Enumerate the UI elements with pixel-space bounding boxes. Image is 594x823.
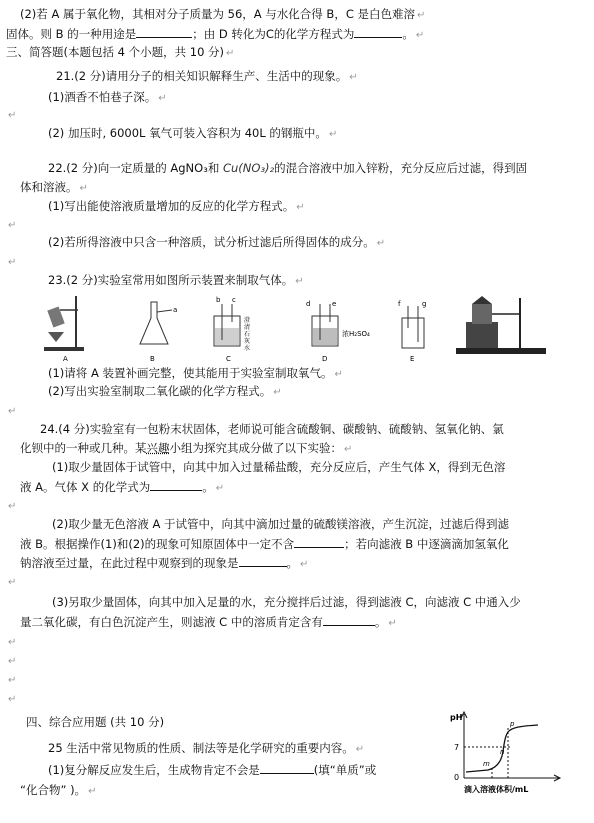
apparatus-a — [44, 296, 84, 363]
q24-text-b-mid: 兴趣 — [146, 441, 170, 455]
q24-text-b-post: 小组为探究其成分做了以下实验： — [169, 441, 342, 455]
q23-part2-line — [48, 383, 282, 401]
limewater-char5: 水 — [244, 345, 251, 352]
paragraph-mark: ↵ — [215, 483, 225, 494]
q25-part1-text-a: (1)复分解反应发生后，生成物肯定不会是 — [48, 763, 260, 777]
q22-part1-line — [48, 198, 305, 216]
paragraph-mark: ↵ — [8, 257, 17, 268]
apparatus-d — [306, 300, 370, 363]
q25-part1-text-b: (填“单质”或 — [313, 763, 377, 777]
q22-part2-text: (2)若所得溶液中只含一种溶质，试分析过滤后所得固体的成分。 — [48, 235, 375, 249]
q24-part2-text-b: 液 B。根据操作(1)和(2)的现象可知原固体中一定不含 — [20, 537, 295, 551]
blank-line — [6, 253, 16, 271]
q24-part3-text-b: 量二氧化碳，有白色沉淀产生，则滤液 C 中的溶质肯定含有 — [20, 615, 323, 629]
q21-part2-text: (2) 加压时, 6000L 氧气可装入容积为 40L 的钢瓶中。 — [48, 126, 327, 140]
apparatus-e — [398, 300, 426, 363]
label-small-g: g — [422, 300, 427, 308]
q23-text: 23.(2 分)实验室常用如图所示装置来制取气体。 — [48, 273, 294, 287]
limewater-char4: 灰 — [244, 338, 251, 345]
paragraph-mark: ↵ — [8, 406, 17, 417]
q25-part1-line1 — [48, 761, 376, 778]
q25-line — [48, 740, 364, 758]
paragraph-mark: ↵ — [8, 675, 17, 686]
paragraph-mark: ↵ — [295, 276, 304, 287]
apparatus-b — [140, 302, 177, 363]
x-axis-label: 滴入溶液体积/mL — [464, 785, 529, 794]
q21-line — [56, 68, 358, 86]
q21-text: 21.(2 分)请用分子的相关知识解释生产、生活中的现象。 — [56, 69, 348, 83]
q24-text-b-pre: 化钡中的一种或几种。某 — [20, 441, 147, 455]
section4-heading — [26, 714, 164, 730]
q24-part1-text-b: 液 A。气体 X 的化学式为 — [20, 480, 151, 494]
paragraph-mark: ↵ — [8, 577, 17, 588]
sulfuric-acid-label: 浓H₂SO₄ — [342, 330, 370, 338]
limewater-char1: 澄 — [244, 317, 251, 324]
period: 。 — [202, 480, 214, 494]
q24-part2-line3 — [20, 554, 308, 573]
q21-part1-line — [48, 89, 167, 107]
y-axis-label: pH — [450, 713, 463, 722]
blank-line — [6, 402, 16, 420]
paragraph-mark: ↵ — [344, 444, 353, 455]
label-small-a: a — [173, 306, 178, 314]
paragraph-mark: ↵ — [417, 10, 426, 21]
answer-blank-solute-c[interactable] — [323, 613, 375, 626]
q21-part2-line — [48, 125, 337, 143]
q22-part1-text: (1)写出能使溶液质量增加的反应的化学方程式。 — [48, 199, 295, 213]
q20-part2-text: (2)若 A 属于氧化物，其相对分子质量为 56，A 与水化合得 B，C 是白色难溶 — [20, 7, 416, 21]
label-c: C — [226, 355, 231, 363]
blank-line — [6, 652, 16, 670]
paragraph-mark: ↵ — [8, 637, 17, 648]
q23-part1-text: (1)请将 A 装置补画完整，使其能用于实验室制取氧气。 — [48, 366, 333, 380]
label-e: E — [410, 355, 415, 363]
q24-part2-text-c: ；若向滤液 B 中逐滴滴加氢氧化 — [344, 537, 509, 551]
q22-line1 — [48, 160, 527, 176]
paragraph-mark: ↵ — [8, 694, 17, 705]
paragraph-mark: ↵ — [8, 110, 17, 121]
paragraph-mark: ↵ — [300, 559, 309, 570]
period: 。 — [286, 556, 298, 570]
tick-0: 0 — [454, 773, 460, 782]
label-d: D — [322, 355, 328, 363]
period: 。 — [402, 27, 414, 41]
tick-7: 7 — [454, 743, 460, 752]
q24-part2-text-a: (2)取少量无色溶液 A 于试管中，向其中滴加过量的硫酸镁溶液，产生沉淀，过滤后得到滤 — [52, 517, 509, 531]
section3-title: 三、简答题(本题包括 4 个小题，共 10 分) — [6, 45, 225, 59]
q24-part2-line2 — [20, 535, 509, 552]
q24-part1-line1 — [52, 459, 505, 475]
q24-part1-line2 — [20, 478, 224, 497]
burner-stand-photo — [456, 296, 546, 354]
q22-text-a: 22.(2 分)向一定质量的 AgNO₃和 — [48, 161, 223, 175]
q20-part2-line1 — [20, 6, 425, 24]
paragraph-mark: ↵ — [8, 220, 17, 231]
q24-line2 — [20, 440, 352, 458]
limewater-char2: 清 — [244, 324, 251, 331]
q23-line — [48, 272, 304, 290]
period: 。 — [374, 615, 387, 629]
paragraph-mark: ↵ — [355, 744, 365, 755]
label-a: A — [63, 355, 68, 363]
q25-part1-text-c: “化合物” )。 — [20, 783, 87, 797]
paragraph-mark: ↵ — [79, 183, 88, 194]
lab-apparatus-figure — [36, 292, 556, 364]
q20-part2-line2 — [6, 25, 424, 44]
q24-part3-line1 — [52, 594, 521, 610]
paragraph-mark: ↵ — [88, 786, 97, 797]
label-small-b: b — [216, 296, 221, 304]
apparatus-c — [214, 296, 250, 363]
q23-part1-line — [48, 365, 343, 383]
paragraph-mark: ↵ — [296, 202, 305, 213]
label-small-e: e — [332, 300, 337, 308]
label-b: B — [150, 355, 155, 363]
ph-curve-figure — [442, 708, 570, 794]
q21-part1-text: (1)酒香不怕巷子深。 — [48, 90, 157, 104]
label-small-f: f — [398, 300, 401, 308]
blank-line — [6, 497, 16, 515]
q24-line1 — [40, 421, 504, 437]
q20-d-to-c-text: ；由 D 转化为C的化学方程式为 — [192, 27, 355, 41]
paragraph-mark: ↵ — [334, 369, 343, 380]
paragraph-mark: ↵ — [8, 501, 17, 512]
q25-part1-line2 — [20, 782, 96, 800]
point-n-label: n — [500, 748, 505, 756]
point-m-label: m — [483, 760, 490, 768]
section3-heading — [6, 44, 234, 62]
paragraph-mark: ↵ — [328, 129, 338, 140]
paragraph-mark: ↵ — [415, 30, 425, 41]
label-small-c: c — [232, 296, 236, 304]
limewater-char3: 石 — [244, 331, 251, 338]
paragraph-mark: ↵ — [349, 72, 358, 83]
paragraph-mark: ↵ — [226, 48, 235, 59]
q22-text-c: 体和溶液。 — [20, 180, 78, 194]
answer-blank-d-to-c[interactable] — [354, 25, 402, 38]
label-small-d: d — [306, 300, 311, 308]
paragraph-mark: ↵ — [376, 238, 386, 249]
blank-line — [6, 690, 16, 708]
answer-blank-product-type[interactable] — [260, 761, 314, 774]
q24-part1-text-a: (1)取少量固体于试管中，向其中加入过量稀盐酸，充分反应后，产生气体 X，得到无色溶 — [52, 460, 506, 474]
blank-line — [6, 671, 16, 689]
answer-blank-gas-x[interactable] — [150, 478, 202, 491]
q24-part3-text-a: (3)另取少量固体，向其中加入足量的水，充分搅拌后过滤，得到滤液 C，向滤液 C 中通入少 — [52, 595, 521, 609]
paragraph-mark: ↵ — [388, 618, 397, 629]
answer-blank-b-use[interactable] — [136, 25, 192, 38]
blank-line — [6, 633, 16, 651]
blank-line — [6, 216, 16, 234]
paragraph-mark: ↵ — [273, 387, 282, 398]
paragraph-mark: ↵ — [8, 656, 17, 667]
blank-line — [6, 573, 16, 591]
answer-blank-not-contain[interactable] — [294, 535, 344, 548]
q24-part2-line1 — [52, 516, 509, 532]
blank-line — [6, 106, 16, 124]
q22-line2 — [20, 179, 88, 197]
paragraph-mark: ↵ — [158, 93, 167, 104]
section4-title: 四、综合应用题 (共 10 分) — [26, 715, 165, 729]
answer-blank-phenomenon[interactable] — [239, 554, 287, 567]
q24-part2-text-d: 钠溶液至过量，在此过程中观察到的现象是 — [20, 556, 239, 570]
q22-part2-line — [48, 234, 385, 252]
q22-formula: Cu(NO₃)₂ — [222, 161, 275, 175]
q24-text-a: 24.(4 分)实验室有一包粉末状固体，老师说可能含硫酸铜、碳酸钠、硫酸钠、氢氧化钠、氯 — [40, 422, 504, 436]
q24-part3-line2 — [20, 613, 397, 632]
q23-part2-text: (2)写出实验室制取二氧化碳的化学方程式。 — [48, 384, 272, 398]
q22-text-b: 的混合溶液中加入锌粉，充分反应后过滤，得到固 — [274, 161, 528, 175]
q20-b-use-text: 固体。则 B 的一种用途是 — [6, 27, 137, 41]
q25-text: 25 生活中常见物质的性质、制法等是化学研究的重要内容。 — [48, 741, 354, 755]
point-p-label: p — [510, 720, 515, 728]
